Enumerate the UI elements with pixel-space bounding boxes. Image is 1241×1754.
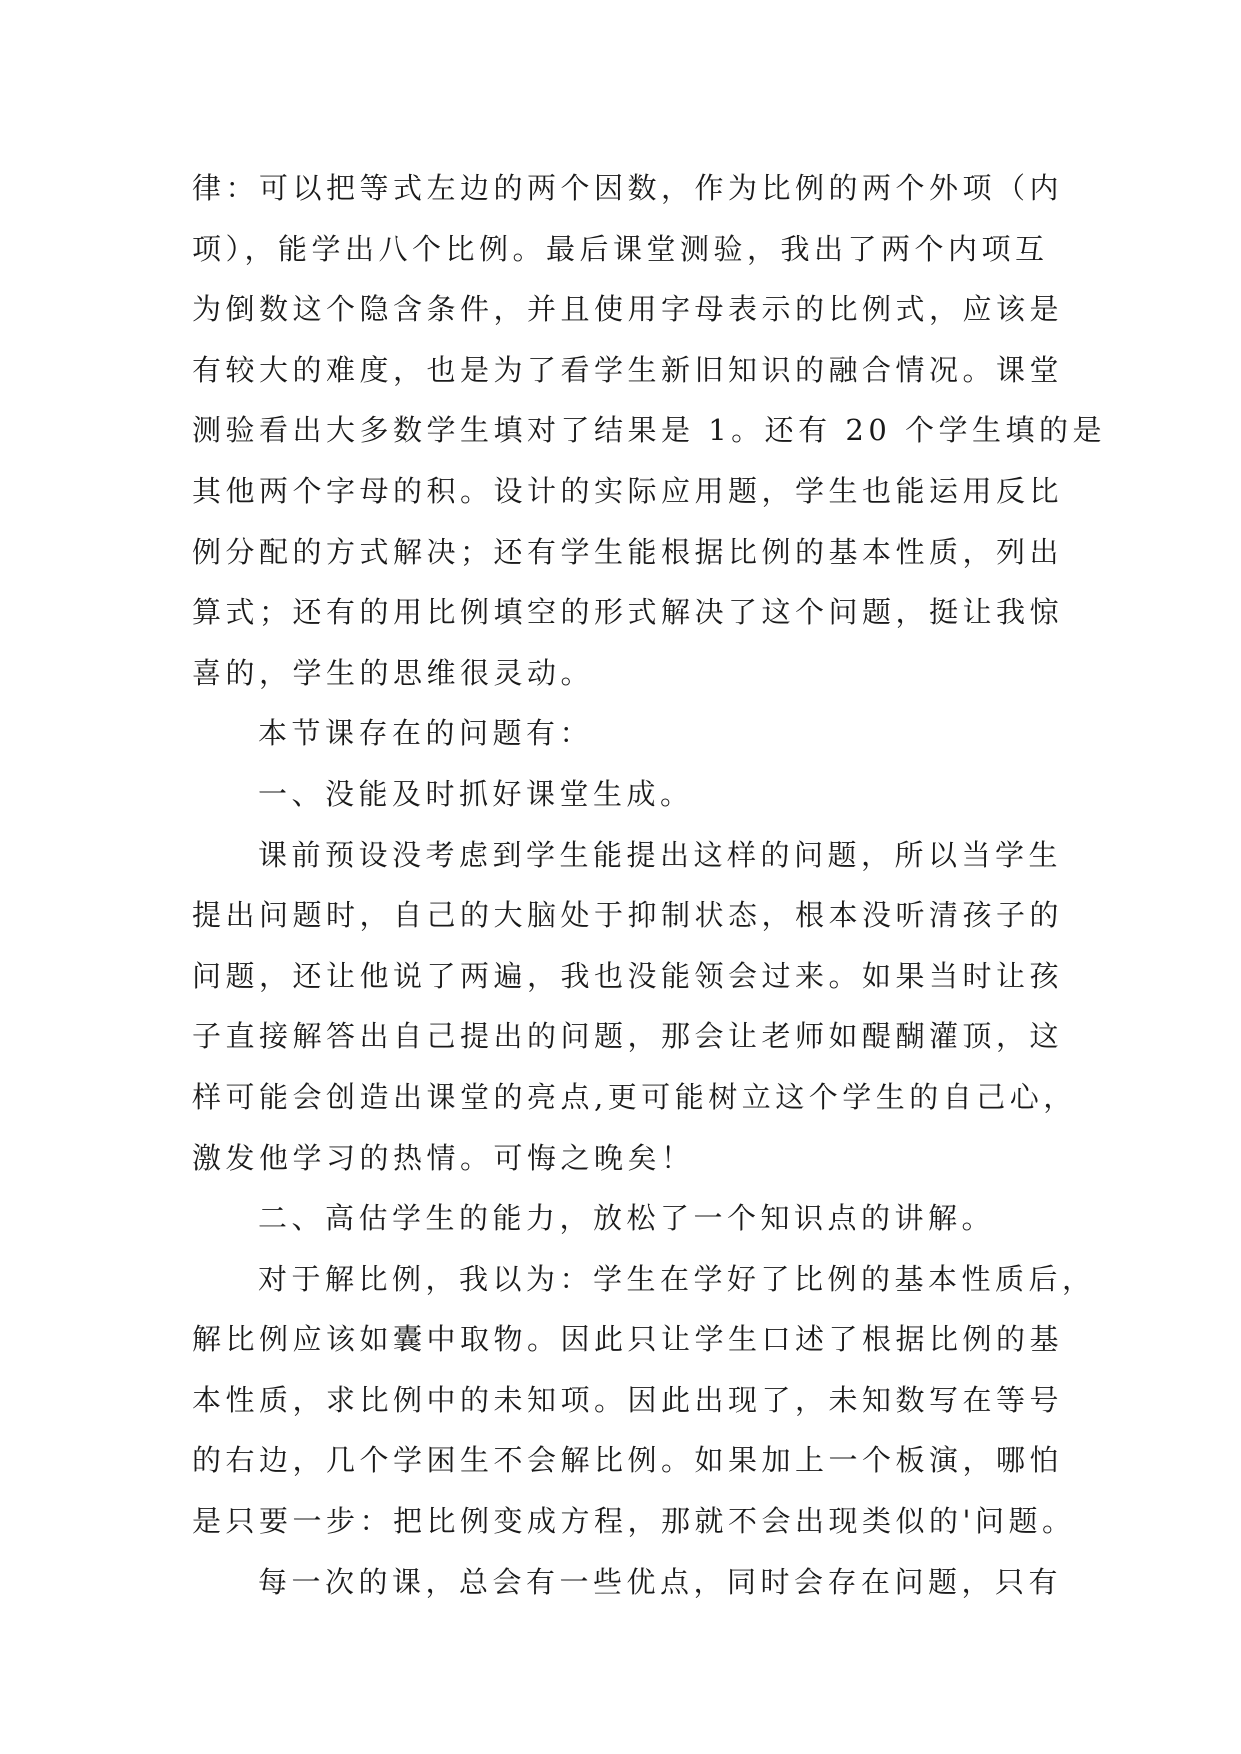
section-heading-point-2: 二、高估学生的能力，放松了一个知识点的讲解。 bbox=[258, 1201, 996, 1236]
text-line: 解比例应该如囊中取物。因此只让学生口述了根据比例的基 bbox=[192, 1322, 1064, 1357]
paragraph-start: 每一次的课，总会有一些优点，同时会存在问题，只有 bbox=[258, 1564, 1063, 1599]
section-heading-point-1: 一、没能及时抓好课堂生成。 bbox=[258, 776, 694, 811]
text-line: 子直接解答出自己提出的问题，那会让老师如醍醐灌顶，这 bbox=[192, 1019, 1064, 1054]
text-line: 提出问题时，自己的大脑处于抑制状态，根本没听清孩子的 bbox=[192, 898, 1064, 933]
text-line: 例分配的方式解决；还有学生能根据比例的基本性质，列出 bbox=[192, 534, 1064, 569]
text-line: 样可能会创造出课堂的亮点,更可能树立这个学生的自己心， bbox=[192, 1079, 1077, 1114]
text-line: 律：可以把等式左边的两个因数，作为比例的两个外项（内 bbox=[192, 171, 1064, 205]
text-line: 问题，还让他说了两遍，我也没能领会过来。如果当时让孩 bbox=[192, 958, 1064, 993]
document-body bbox=[192, 158, 1107, 1612]
text-line: 激发他学习的热情。可悔之晚矣！ bbox=[192, 1140, 695, 1175]
text-line: 测验看出大多数学生填对了结果是 1。还有 20 个学生填的是 bbox=[192, 413, 1107, 448]
section-heading-problems: 本节课存在的问题有： bbox=[258, 716, 594, 751]
text-line: 本性质，求比例中的未知项。因此出现了，未知数写在等号 bbox=[192, 1382, 1064, 1417]
text-line: 的右边，几个学困生不会解比例。如果加上一个板演，哪怕 bbox=[192, 1443, 1064, 1478]
text-line: 其他两个字母的积。设计的实际应用题，学生也能运用反比 bbox=[192, 473, 1064, 508]
text-line: 喜的，学生的思维很灵动。 bbox=[192, 655, 595, 690]
paragraph-start: 对于解比例，我以为：学生在学好了比例的基本性质后， bbox=[258, 1261, 1096, 1296]
text-line: 是只要一步：把比例变成方程，那就不会出现类似的'问题。 bbox=[192, 1504, 1076, 1539]
text-line: 为倒数这个隐含条件，并且使用字母表示的比例式，应该是 bbox=[192, 292, 1064, 327]
text-line: 算式；还有的用比例填空的形式解决了这个问题，挺让我惊 bbox=[192, 595, 1064, 630]
text-line: 项），能学出八个比例。最后课堂测验，我出了两个内项互 bbox=[192, 231, 1049, 266]
paragraph-start: 课前预设没考虑到学生能提出这样的问题，所以当学生 bbox=[258, 837, 1063, 872]
text-line: 有较大的难度，也是为了看学生新旧知识的融合情况。课堂 bbox=[192, 352, 1064, 387]
